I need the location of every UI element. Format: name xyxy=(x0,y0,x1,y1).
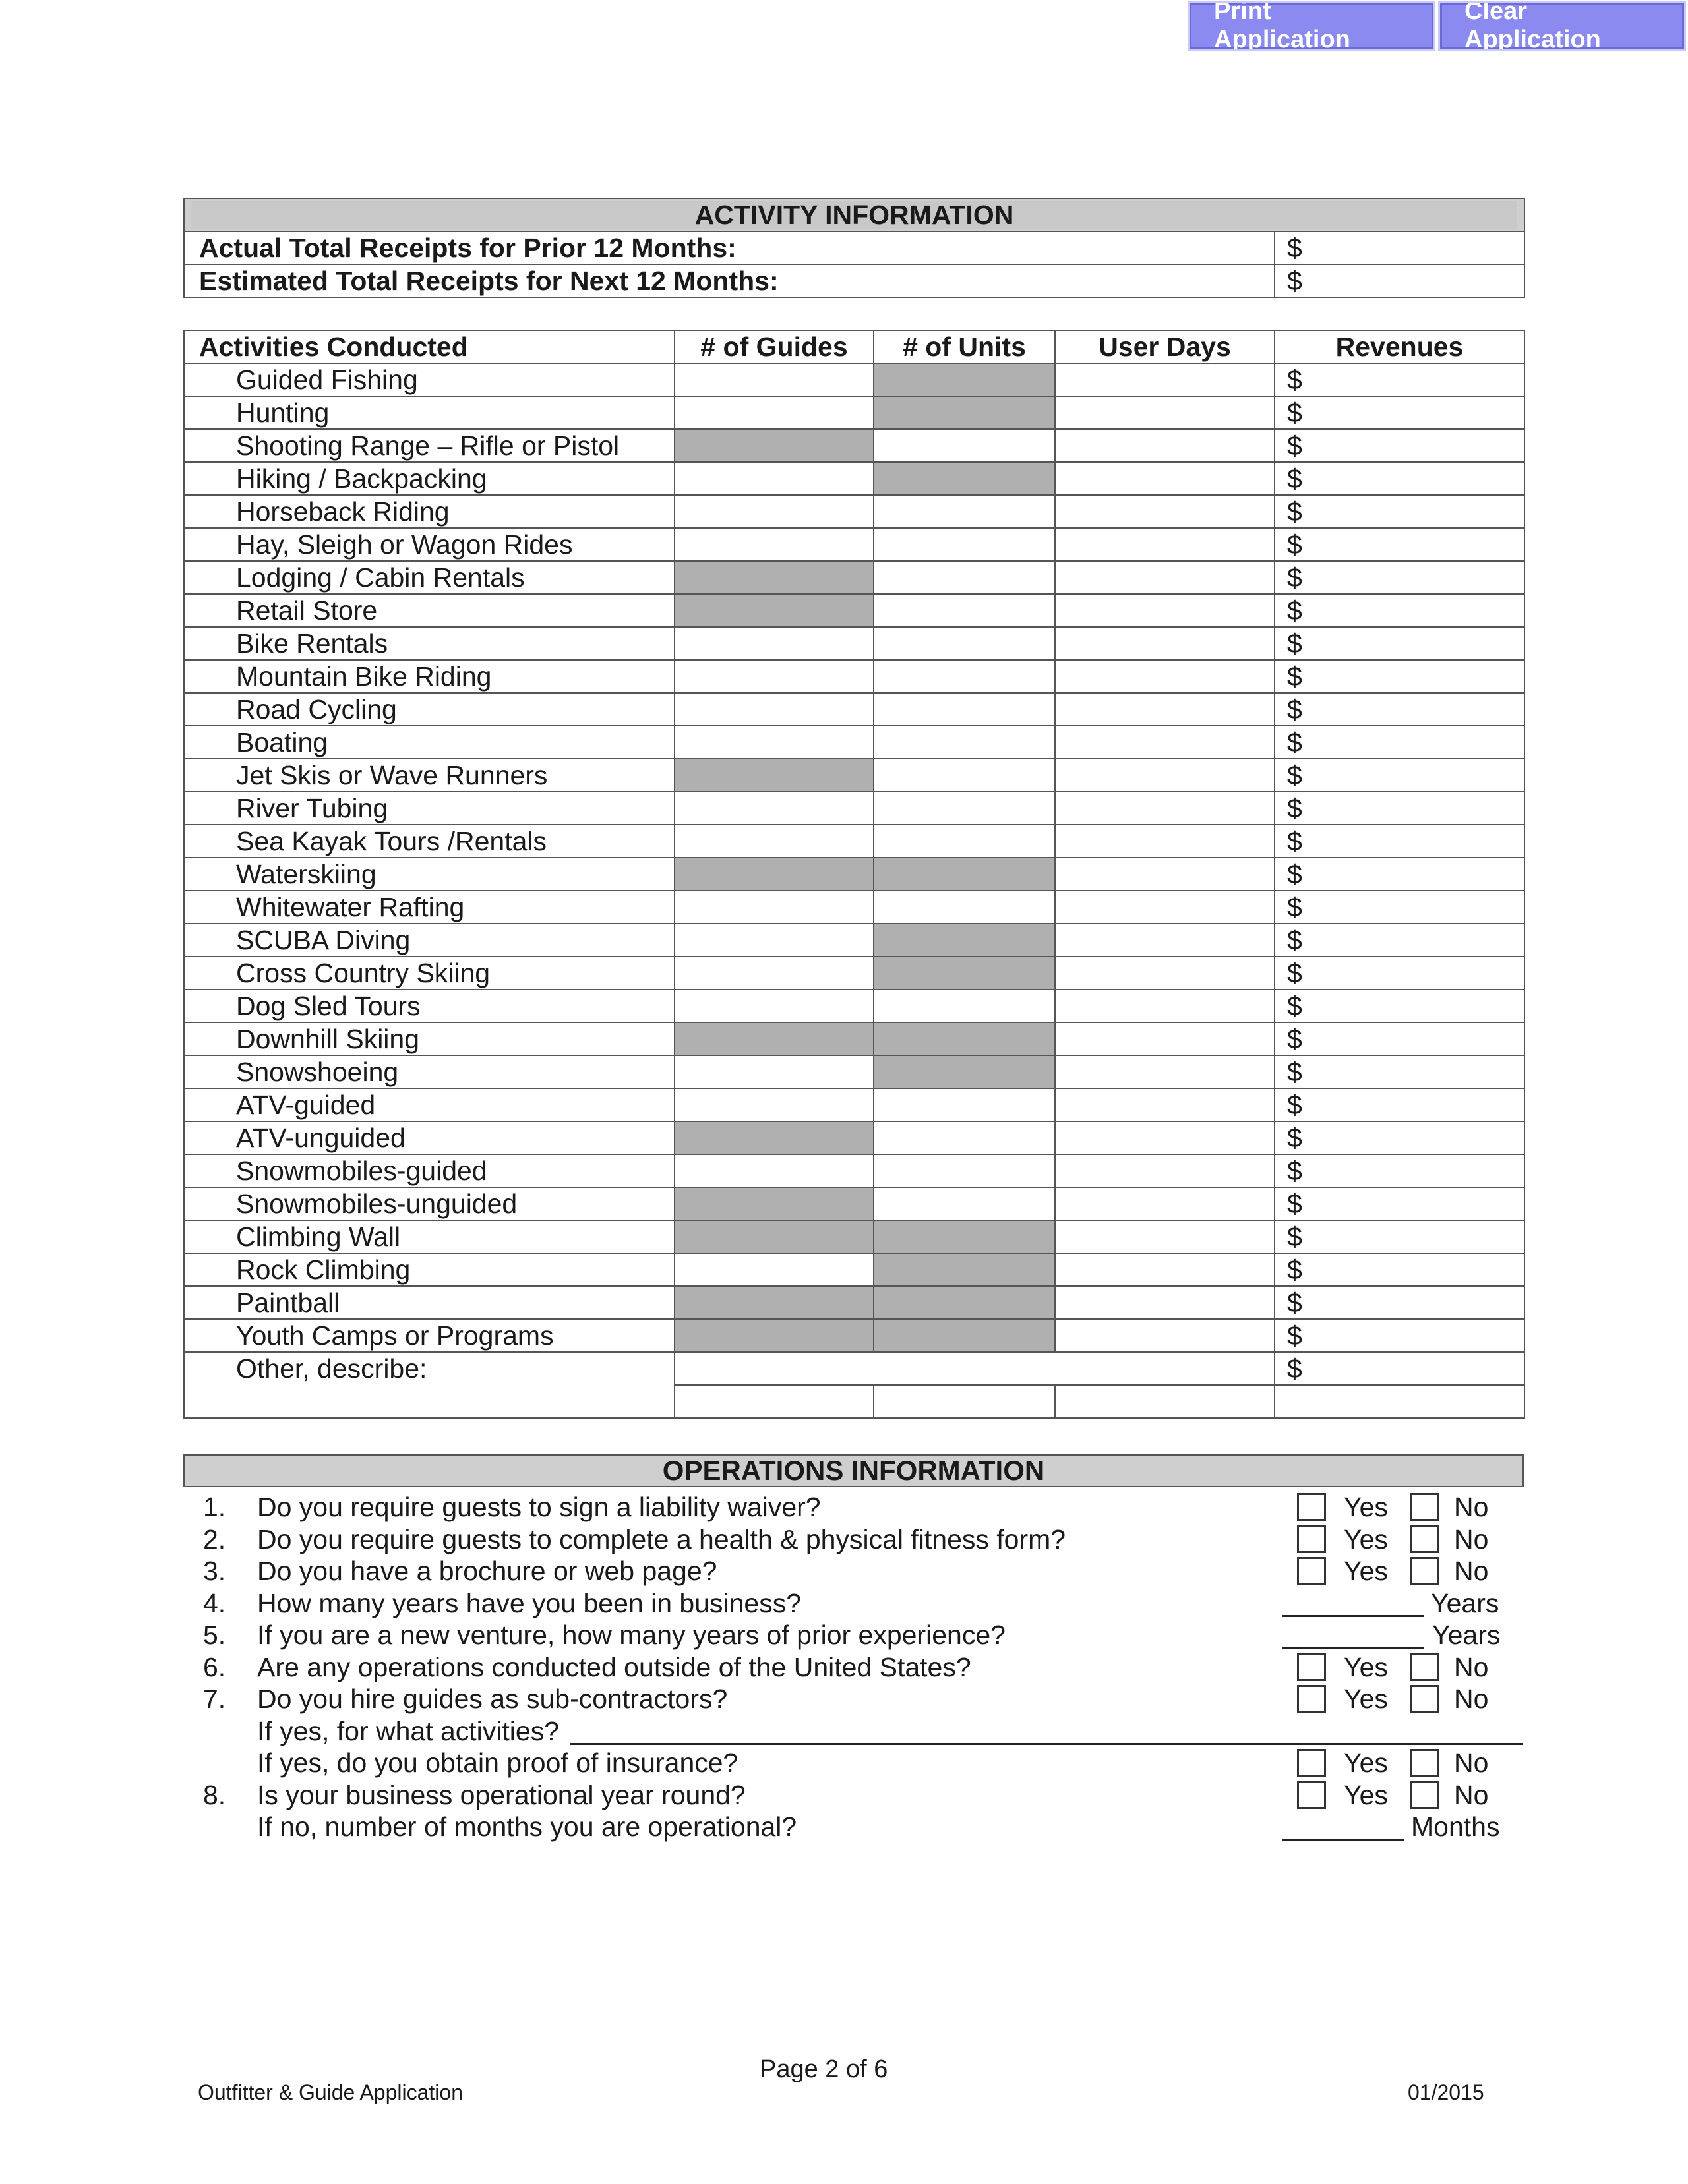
currency-symbol: $ xyxy=(1287,925,1302,955)
yes-checkbox-q7b[interactable] xyxy=(1297,1749,1326,1777)
revenue-cell[interactable] xyxy=(1275,1286,1524,1319)
table-row xyxy=(184,627,1524,660)
guides-cell[interactable] xyxy=(675,495,874,528)
yes-checkbox-q1[interactable] xyxy=(1297,1493,1326,1521)
user-days-cell[interactable] xyxy=(1055,495,1275,528)
user-days-cell[interactable] xyxy=(1055,825,1275,858)
revenue-cell[interactable] xyxy=(1275,462,1524,495)
user-days-cell[interactable] xyxy=(1055,396,1275,429)
activity-information-title xyxy=(184,198,1524,231)
table-row xyxy=(184,891,1524,924)
table-row xyxy=(184,957,1524,989)
question-text-q4: How many years have you been in business? xyxy=(257,1587,802,1618)
question-text-q6: Are any operations conducted outside of the United States? xyxy=(257,1651,971,1682)
units-cell[interactable] xyxy=(874,759,1055,792)
currency-symbol: $ xyxy=(1287,1090,1302,1120)
table-row xyxy=(184,1088,1524,1121)
estimated-receipts-field[interactable] xyxy=(1275,264,1524,297)
user-days-cell[interactable] xyxy=(1055,1154,1275,1187)
question-number: 7. xyxy=(203,1684,226,1714)
activity-name: Waterskiing xyxy=(184,858,675,891)
estimated-receipts-label: Estimated Total Receipts for Next 12 Months: xyxy=(184,264,1275,297)
revenue-cell[interactable] xyxy=(1275,693,1524,726)
answer-line-q5[interactable] xyxy=(1282,1647,1424,1649)
print-application-button[interactable]: Print Application xyxy=(1190,3,1433,49)
activity-information-table xyxy=(183,198,1525,298)
actual-receipts-field[interactable] xyxy=(1275,231,1524,264)
guides-cell[interactable] xyxy=(675,1055,874,1088)
revenue-cell[interactable] xyxy=(1275,1319,1524,1352)
table-row xyxy=(184,1253,1524,1286)
user-days-cell[interactable] xyxy=(1055,989,1275,1022)
question-number: 2. xyxy=(203,1523,226,1554)
units-cell[interactable] xyxy=(874,528,1055,561)
no-label: No xyxy=(1454,1523,1489,1554)
question-text-q8: Is your business operational year round? xyxy=(257,1779,746,1810)
guides-cell[interactable] xyxy=(675,528,874,561)
table-row xyxy=(184,1220,1524,1253)
activity-name: Climbing Wall xyxy=(184,1220,675,1253)
activity-name: Hay, Sleigh or Wagon Rides xyxy=(184,528,675,561)
no-label: No xyxy=(1454,1684,1489,1714)
guides-cell[interactable] xyxy=(675,660,874,693)
activity-name: Dog Sled Tours xyxy=(184,989,675,1022)
currency-symbol: $ xyxy=(1287,793,1302,823)
guides-cell xyxy=(675,1022,874,1055)
activity-name: Hiking / Backpacking xyxy=(184,462,675,495)
units-cell[interactable] xyxy=(874,1187,1055,1220)
activities-header: Activities Conducted xyxy=(184,330,675,363)
currency-symbol: $ xyxy=(1287,892,1302,922)
revenue-cell[interactable] xyxy=(1275,429,1524,462)
guides-cell[interactable] xyxy=(675,1088,874,1121)
revenue-cell[interactable] xyxy=(1275,363,1524,396)
currency-symbol: $ xyxy=(1287,529,1302,560)
guides-cell[interactable] xyxy=(675,1253,874,1286)
no-checkbox-q1[interactable] xyxy=(1410,1493,1439,1521)
user-days-cell[interactable] xyxy=(1055,891,1275,924)
activity-name: Hunting xyxy=(184,396,675,429)
question-number: 1. xyxy=(203,1492,226,1522)
no-label: No xyxy=(1454,1492,1489,1522)
activity-name: Jet Skis or Wave Runners xyxy=(184,759,675,792)
question-text-q7: Do you hire guides as sub-contractors? xyxy=(257,1684,728,1714)
user-days-cell[interactable] xyxy=(1055,627,1275,660)
revenue-cell[interactable] xyxy=(1275,858,1524,891)
guides-cell[interactable] xyxy=(675,363,874,396)
activity-name: SCUBA Diving xyxy=(184,924,675,957)
currency-symbol: $ xyxy=(1287,1320,1302,1351)
revenue-cell[interactable] xyxy=(1275,1088,1524,1121)
no-checkbox-q7[interactable] xyxy=(1410,1685,1439,1713)
activity-name: Youth Camps or Programs xyxy=(184,1319,675,1352)
no-checkbox-q2[interactable] xyxy=(1410,1525,1439,1553)
guides-cell xyxy=(675,561,874,594)
guides-cell xyxy=(675,759,874,792)
guides-cell xyxy=(675,1286,874,1319)
units-header: # of Units xyxy=(874,330,1055,363)
activity-name: Cross Country Skiing xyxy=(184,957,675,989)
currency-symbol: $ xyxy=(1287,562,1302,593)
units-cell[interactable] xyxy=(874,726,1055,759)
currency-symbol: $ xyxy=(1287,463,1302,494)
user-days-cell[interactable] xyxy=(1055,792,1275,825)
currency-symbol: $ xyxy=(1287,430,1302,461)
no-checkbox-q7b[interactable] xyxy=(1410,1749,1439,1777)
user-days-cell[interactable] xyxy=(1055,1055,1275,1088)
revenue-cell[interactable] xyxy=(1275,495,1524,528)
activity-name: Snowshoeing xyxy=(184,1055,675,1088)
user-days-cell[interactable] xyxy=(1055,693,1275,726)
units-cell[interactable] xyxy=(874,594,1055,627)
question-text-q7a: If yes, for what activities? xyxy=(257,1715,560,1746)
guides-cell[interactable] xyxy=(675,396,874,429)
activity-name: Whitewater Rafting xyxy=(184,891,675,924)
no-label: No xyxy=(1454,1748,1489,1778)
currency-symbol: $ xyxy=(1287,1189,1302,1219)
question-number: 3. xyxy=(203,1556,226,1586)
units-cell xyxy=(874,396,1055,429)
currency-symbol: $ xyxy=(1287,1222,1302,1252)
revenue-cell[interactable] xyxy=(1275,726,1524,759)
revenue-cell[interactable] xyxy=(1275,1022,1524,1055)
guides-cell[interactable] xyxy=(675,462,874,495)
units-cell xyxy=(874,858,1055,891)
guides-cell xyxy=(675,1319,874,1352)
table-row xyxy=(184,989,1524,1022)
guides-cell[interactable] xyxy=(675,792,874,825)
table-row xyxy=(184,429,1524,462)
units-cell xyxy=(874,462,1055,495)
activities-answer-line[interactable] xyxy=(570,1743,1523,1745)
activities-table xyxy=(183,330,1525,1419)
yes-checkbox-q8[interactable] xyxy=(1297,1781,1326,1809)
currency-symbol: $ xyxy=(1287,398,1302,428)
yes-label: Yes xyxy=(1344,1748,1388,1778)
table-row xyxy=(184,561,1524,594)
user-days-cell[interactable] xyxy=(1055,1220,1275,1253)
guides-cell[interactable] xyxy=(675,891,874,924)
footer-form-name: Outfitter & Guide Application xyxy=(198,2081,463,2104)
activity-name: Rock Climbing xyxy=(184,1253,675,1286)
user-days-header: User Days xyxy=(1055,330,1275,363)
yes-label: Yes xyxy=(1344,1523,1388,1554)
activity-name: ATV-guided xyxy=(184,1088,675,1121)
guides-cell xyxy=(675,1121,874,1154)
table-row xyxy=(184,363,1524,396)
units-cell[interactable] xyxy=(874,792,1055,825)
guides-cell xyxy=(675,858,874,891)
no-label: No xyxy=(1454,1556,1489,1586)
activities-header-row xyxy=(184,330,1524,363)
guides-cell[interactable] xyxy=(675,957,874,989)
yes-checkbox-q6[interactable] xyxy=(1297,1653,1326,1681)
units-cell[interactable] xyxy=(874,561,1055,594)
units-cell[interactable] xyxy=(874,660,1055,693)
currency-symbol: $ xyxy=(1287,859,1302,889)
footer-page-number: Page 2 of 6 xyxy=(760,2055,888,2083)
user-days-cell[interactable] xyxy=(1055,1022,1275,1055)
table-row xyxy=(184,1055,1524,1088)
yes-checkbox-q2[interactable] xyxy=(1297,1525,1326,1553)
guides-cell xyxy=(675,429,874,462)
question-text-q2: Do you require guests to complete a health & physical fitness form? xyxy=(257,1523,1066,1554)
unit-label-q4: Years xyxy=(1431,1587,1499,1618)
table-row xyxy=(184,1319,1524,1352)
user-days-cell[interactable] xyxy=(1055,1319,1275,1352)
other-describe-label: Other, describe: xyxy=(184,1352,675,1418)
answer-line-q8a[interactable] xyxy=(1282,1839,1404,1841)
currency-symbol: $ xyxy=(1287,496,1302,527)
currency-symbol: $ xyxy=(1287,233,1302,263)
guides-cell[interactable] xyxy=(675,825,874,858)
yes-checkbox-q3[interactable] xyxy=(1297,1557,1326,1585)
activity-name: Snowmobiles-unguided xyxy=(184,1187,675,1220)
currency-symbol: $ xyxy=(1287,826,1302,856)
revenue-cell[interactable] xyxy=(1275,627,1524,660)
question-text-q5: If you are a new venture, how many years of prior experience? xyxy=(257,1620,1006,1650)
units-cell[interactable] xyxy=(874,429,1055,462)
user-days-cell[interactable] xyxy=(1055,726,1275,759)
guides-cell[interactable] xyxy=(675,726,874,759)
guides-cell[interactable] xyxy=(675,924,874,957)
actual-receipts-label: Actual Total Receipts for Prior 12 Months: xyxy=(184,231,1275,264)
user-days-cell[interactable] xyxy=(1055,858,1275,891)
table-row xyxy=(184,924,1524,957)
units-cell xyxy=(874,1286,1055,1319)
activity-name: Shooting Range – Rifle or Pistol xyxy=(184,429,675,462)
user-days-cell[interactable] xyxy=(1055,957,1275,989)
revenue-cell[interactable] xyxy=(1275,792,1524,825)
units-cell[interactable] xyxy=(874,495,1055,528)
currency-symbol: $ xyxy=(1287,1024,1302,1054)
question-text-q8a: If no, number of months you are operational? xyxy=(257,1812,797,1842)
table-row xyxy=(184,594,1524,627)
table-row xyxy=(184,825,1524,858)
no-label: No xyxy=(1454,1651,1489,1682)
user-days-cell[interactable] xyxy=(1055,561,1275,594)
currency-symbol: $ xyxy=(1287,365,1302,395)
table-row xyxy=(184,759,1524,792)
other-row xyxy=(184,1352,1524,1385)
table-row xyxy=(184,1022,1524,1055)
top-toolbar xyxy=(1190,0,1684,53)
guides-cell[interactable] xyxy=(675,1154,874,1187)
units-cell[interactable] xyxy=(874,1121,1055,1154)
activity-name: Sea Kayak Tours /Rentals xyxy=(184,825,675,858)
units-cell xyxy=(874,1319,1055,1352)
yes-label: Yes xyxy=(1344,1556,1388,1586)
table-row xyxy=(184,693,1524,726)
guides-cell xyxy=(675,1187,874,1220)
currency-symbol: $ xyxy=(1287,694,1302,724)
guides-header: # of Guides xyxy=(675,330,874,363)
guides-cell[interactable] xyxy=(675,989,874,1022)
user-days-cell[interactable] xyxy=(1055,1121,1275,1154)
units-cell xyxy=(874,924,1055,957)
currency-symbol: $ xyxy=(1287,1254,1302,1285)
currency-symbol: $ xyxy=(1287,760,1302,790)
currency-symbol: $ xyxy=(1287,727,1302,757)
units-cell xyxy=(874,957,1055,989)
unit-label-q8a: Months xyxy=(1411,1812,1500,1842)
answer-line-q4[interactable] xyxy=(1282,1615,1424,1617)
yes-label: Yes xyxy=(1344,1651,1388,1682)
revenue-cell[interactable] xyxy=(1275,660,1524,693)
activity-name: Mountain Bike Riding xyxy=(184,660,675,693)
activity-name: Road Cycling xyxy=(184,693,675,726)
other-revenue-extra-cell[interactable] xyxy=(1275,1385,1524,1418)
operations-information-title: OPERATIONS INFORMATION xyxy=(183,1454,1524,1487)
table-row xyxy=(184,1121,1524,1154)
table-row xyxy=(184,792,1524,825)
table-row xyxy=(184,1187,1524,1220)
activity-name: Boating xyxy=(184,726,675,759)
revenue-cell[interactable] xyxy=(1275,1121,1524,1154)
revenue-cell[interactable] xyxy=(1275,825,1524,858)
revenues-header: Revenues xyxy=(1275,330,1524,363)
currency-symbol: $ xyxy=(1287,1057,1302,1087)
question-number: 6. xyxy=(203,1651,226,1682)
revenue-cell[interactable] xyxy=(1275,924,1524,957)
question-number: 4. xyxy=(203,1587,226,1618)
activity-name: Paintball xyxy=(184,1286,675,1319)
currency-symbol: $ xyxy=(1287,1287,1302,1318)
currency-symbol: $ xyxy=(1287,1156,1302,1186)
no-label: No xyxy=(1454,1779,1489,1810)
unit-label-q5: Years xyxy=(1432,1620,1501,1650)
question-text-q7b: If yes, do you obtain proof of insurance? xyxy=(257,1748,738,1778)
other-describe-field[interactable] xyxy=(675,1352,1275,1385)
table-row xyxy=(184,495,1524,528)
footer-form-date: 01/2015 xyxy=(1408,2081,1484,2104)
currency-symbol: $ xyxy=(1287,661,1302,692)
activity-name: Guided Fishing xyxy=(184,363,675,396)
user-days-cell[interactable] xyxy=(1055,1187,1275,1220)
user-days-cell[interactable] xyxy=(1055,924,1275,957)
table-row xyxy=(184,1154,1524,1187)
units-cell[interactable] xyxy=(874,989,1055,1022)
question-number: 5. xyxy=(203,1620,226,1650)
yes-label: Yes xyxy=(1344,1779,1388,1810)
units-cell[interactable] xyxy=(874,1154,1055,1187)
revenue-cell[interactable] xyxy=(1275,396,1524,429)
activity-name: Downhill Skiing xyxy=(184,1022,675,1055)
units-cell[interactable] xyxy=(874,1088,1055,1121)
currency-symbol: $ xyxy=(1287,991,1302,1021)
units-cell[interactable] xyxy=(874,825,1055,858)
table-row xyxy=(184,462,1524,495)
table-row xyxy=(184,396,1524,429)
currency-symbol: $ xyxy=(1287,266,1302,296)
user-days-cell[interactable] xyxy=(1055,1088,1275,1121)
no-checkbox-q6[interactable] xyxy=(1410,1653,1439,1681)
units-cell[interactable] xyxy=(874,693,1055,726)
no-checkbox-q3[interactable] xyxy=(1410,1557,1439,1585)
activity-information-title-text: ACTIVITY INFORMATION xyxy=(191,201,1517,229)
units-cell xyxy=(874,1253,1055,1286)
revenue-cell[interactable] xyxy=(1275,957,1524,989)
table-row xyxy=(184,660,1524,693)
question-text-q1: Do you require guests to sign a liability waiver? xyxy=(257,1492,821,1522)
activity-name: Snowmobiles-guided xyxy=(184,1154,675,1187)
clear-application-button[interactable]: Clear Application xyxy=(1440,3,1684,49)
user-days-cell[interactable] xyxy=(1055,594,1275,627)
activity-name: Retail Store xyxy=(184,594,675,627)
currency-symbol: $ xyxy=(1287,1353,1302,1384)
yes-label: Yes xyxy=(1344,1492,1388,1522)
guides-cell xyxy=(675,1220,874,1253)
guides-cell[interactable] xyxy=(675,693,874,726)
revenue-cell[interactable] xyxy=(1275,1154,1524,1187)
revenue-cell[interactable] xyxy=(1275,594,1524,627)
revenue-cell[interactable] xyxy=(1275,561,1524,594)
currency-symbol: $ xyxy=(1287,628,1302,659)
currency-symbol: $ xyxy=(1287,595,1302,626)
other-user-days-cell[interactable] xyxy=(1055,1385,1275,1418)
units-cell[interactable] xyxy=(874,627,1055,660)
guides-cell xyxy=(675,594,874,627)
no-checkbox-q8[interactable] xyxy=(1410,1781,1439,1809)
units-cell xyxy=(874,1220,1055,1253)
activity-name: Lodging / Cabin Rentals xyxy=(184,561,675,594)
revenue-cell[interactable] xyxy=(1275,1055,1524,1088)
units-cell xyxy=(874,1055,1055,1088)
yes-checkbox-q7[interactable] xyxy=(1297,1685,1326,1713)
other-units-cell[interactable] xyxy=(874,1385,1055,1418)
user-days-cell[interactable] xyxy=(1055,1286,1275,1319)
revenue-cell[interactable] xyxy=(1275,1253,1524,1286)
other-revenue-cell[interactable] xyxy=(1275,1352,1524,1385)
revenue-cell[interactable] xyxy=(1275,1220,1524,1253)
yes-label: Yes xyxy=(1344,1684,1388,1714)
units-cell xyxy=(874,1022,1055,1055)
activity-name: ATV-unguided xyxy=(184,1121,675,1154)
currency-symbol: $ xyxy=(1287,958,1302,988)
table-row xyxy=(184,858,1524,891)
revenue-cell[interactable] xyxy=(1275,989,1524,1022)
user-days-cell[interactable] xyxy=(1055,363,1275,396)
units-cell xyxy=(874,363,1055,396)
table-row xyxy=(184,1286,1524,1319)
activity-name: River Tubing xyxy=(184,792,675,825)
question-number: 8. xyxy=(203,1779,226,1810)
table-row xyxy=(184,528,1524,561)
units-cell[interactable] xyxy=(874,891,1055,924)
table-row xyxy=(184,726,1524,759)
activity-name: Horseback Riding xyxy=(184,495,675,528)
question-text-q3: Do you have a brochure or web page? xyxy=(257,1556,717,1586)
user-days-cell[interactable] xyxy=(1055,1253,1275,1286)
user-days-cell[interactable] xyxy=(1055,759,1275,792)
revenue-cell[interactable] xyxy=(1275,1187,1524,1220)
user-days-cell[interactable] xyxy=(1055,462,1275,495)
user-days-cell[interactable] xyxy=(1055,660,1275,693)
activity-name: Bike Rentals xyxy=(184,627,675,660)
revenue-cell[interactable] xyxy=(1275,759,1524,792)
currency-symbol: $ xyxy=(1287,1123,1302,1153)
other-guides-cell[interactable] xyxy=(675,1385,874,1418)
revenue-cell[interactable] xyxy=(1275,891,1524,924)
user-days-cell[interactable] xyxy=(1055,429,1275,462)
user-days-cell[interactable] xyxy=(1055,528,1275,561)
guides-cell[interactable] xyxy=(675,627,874,660)
revenue-cell[interactable] xyxy=(1275,528,1524,561)
